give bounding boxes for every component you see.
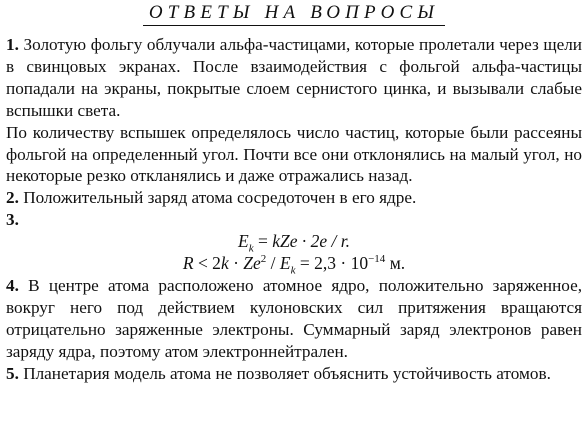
answer-3-formulas xyxy=(6,231,582,275)
answer-1-continuation: По количеству вспышек определялось число частиц, которые были рассеяны фольгой на определенный угол. Почти все они отклонялись на малый угол, но некоторые резко откланялись и даже отражались назад. xyxy=(6,122,582,186)
answer-1-text: Золотую фольгу облучали альфа-частицами, которые пролетали через щели в свинцовых экранах. После взаимодействия с фольгой альфа-частицы попадали на экраны, покрытые слоем сернистого цинка, и вызывали слабые вспышки света. xyxy=(6,35,582,120)
answer-3-number: 3. xyxy=(6,210,19,230)
answer-2-text: Положительный заряд атома сосредоточен в его ядре. xyxy=(23,188,417,208)
answer-3 xyxy=(6,209,582,231)
answer-1-number: 1. xyxy=(6,35,19,54)
answers-body xyxy=(6,34,582,385)
formula-energy: $E_k$ = kZe · 2e / r. xyxy=(238,231,350,255)
answer-4 xyxy=(6,275,582,363)
answer-5-number: 5. xyxy=(6,363,19,383)
answer-4-number: 4. xyxy=(6,275,19,295)
formula-radius: $R < 2k \cdot Ze^2 / E_k = 2,3 \cdot 10^{-14}$ м. xyxy=(182,253,406,277)
answer-2-number: 2. xyxy=(6,188,19,208)
answer-4-text: В центре атома расположено атомное ядро, положительно заряженное, вокруг него под действием кулоновских сил притяжения вращаются отрицательно заряженные электроны. Суммарный заряд электронов равен заряду ядра, поэтому атом электроннейтрален. xyxy=(6,275,582,361)
answer-2 xyxy=(6,187,582,209)
answer-5-text: Планетария модель атома не позволяет объяснить устойчивость атомов. xyxy=(23,363,551,383)
page-header xyxy=(6,2,582,26)
page xyxy=(6,0,582,440)
answer-5 xyxy=(6,363,582,385)
page-title: ОТВЕТЫ НА ВОПРОСЫ xyxy=(143,2,445,26)
answer-1 xyxy=(6,34,582,122)
